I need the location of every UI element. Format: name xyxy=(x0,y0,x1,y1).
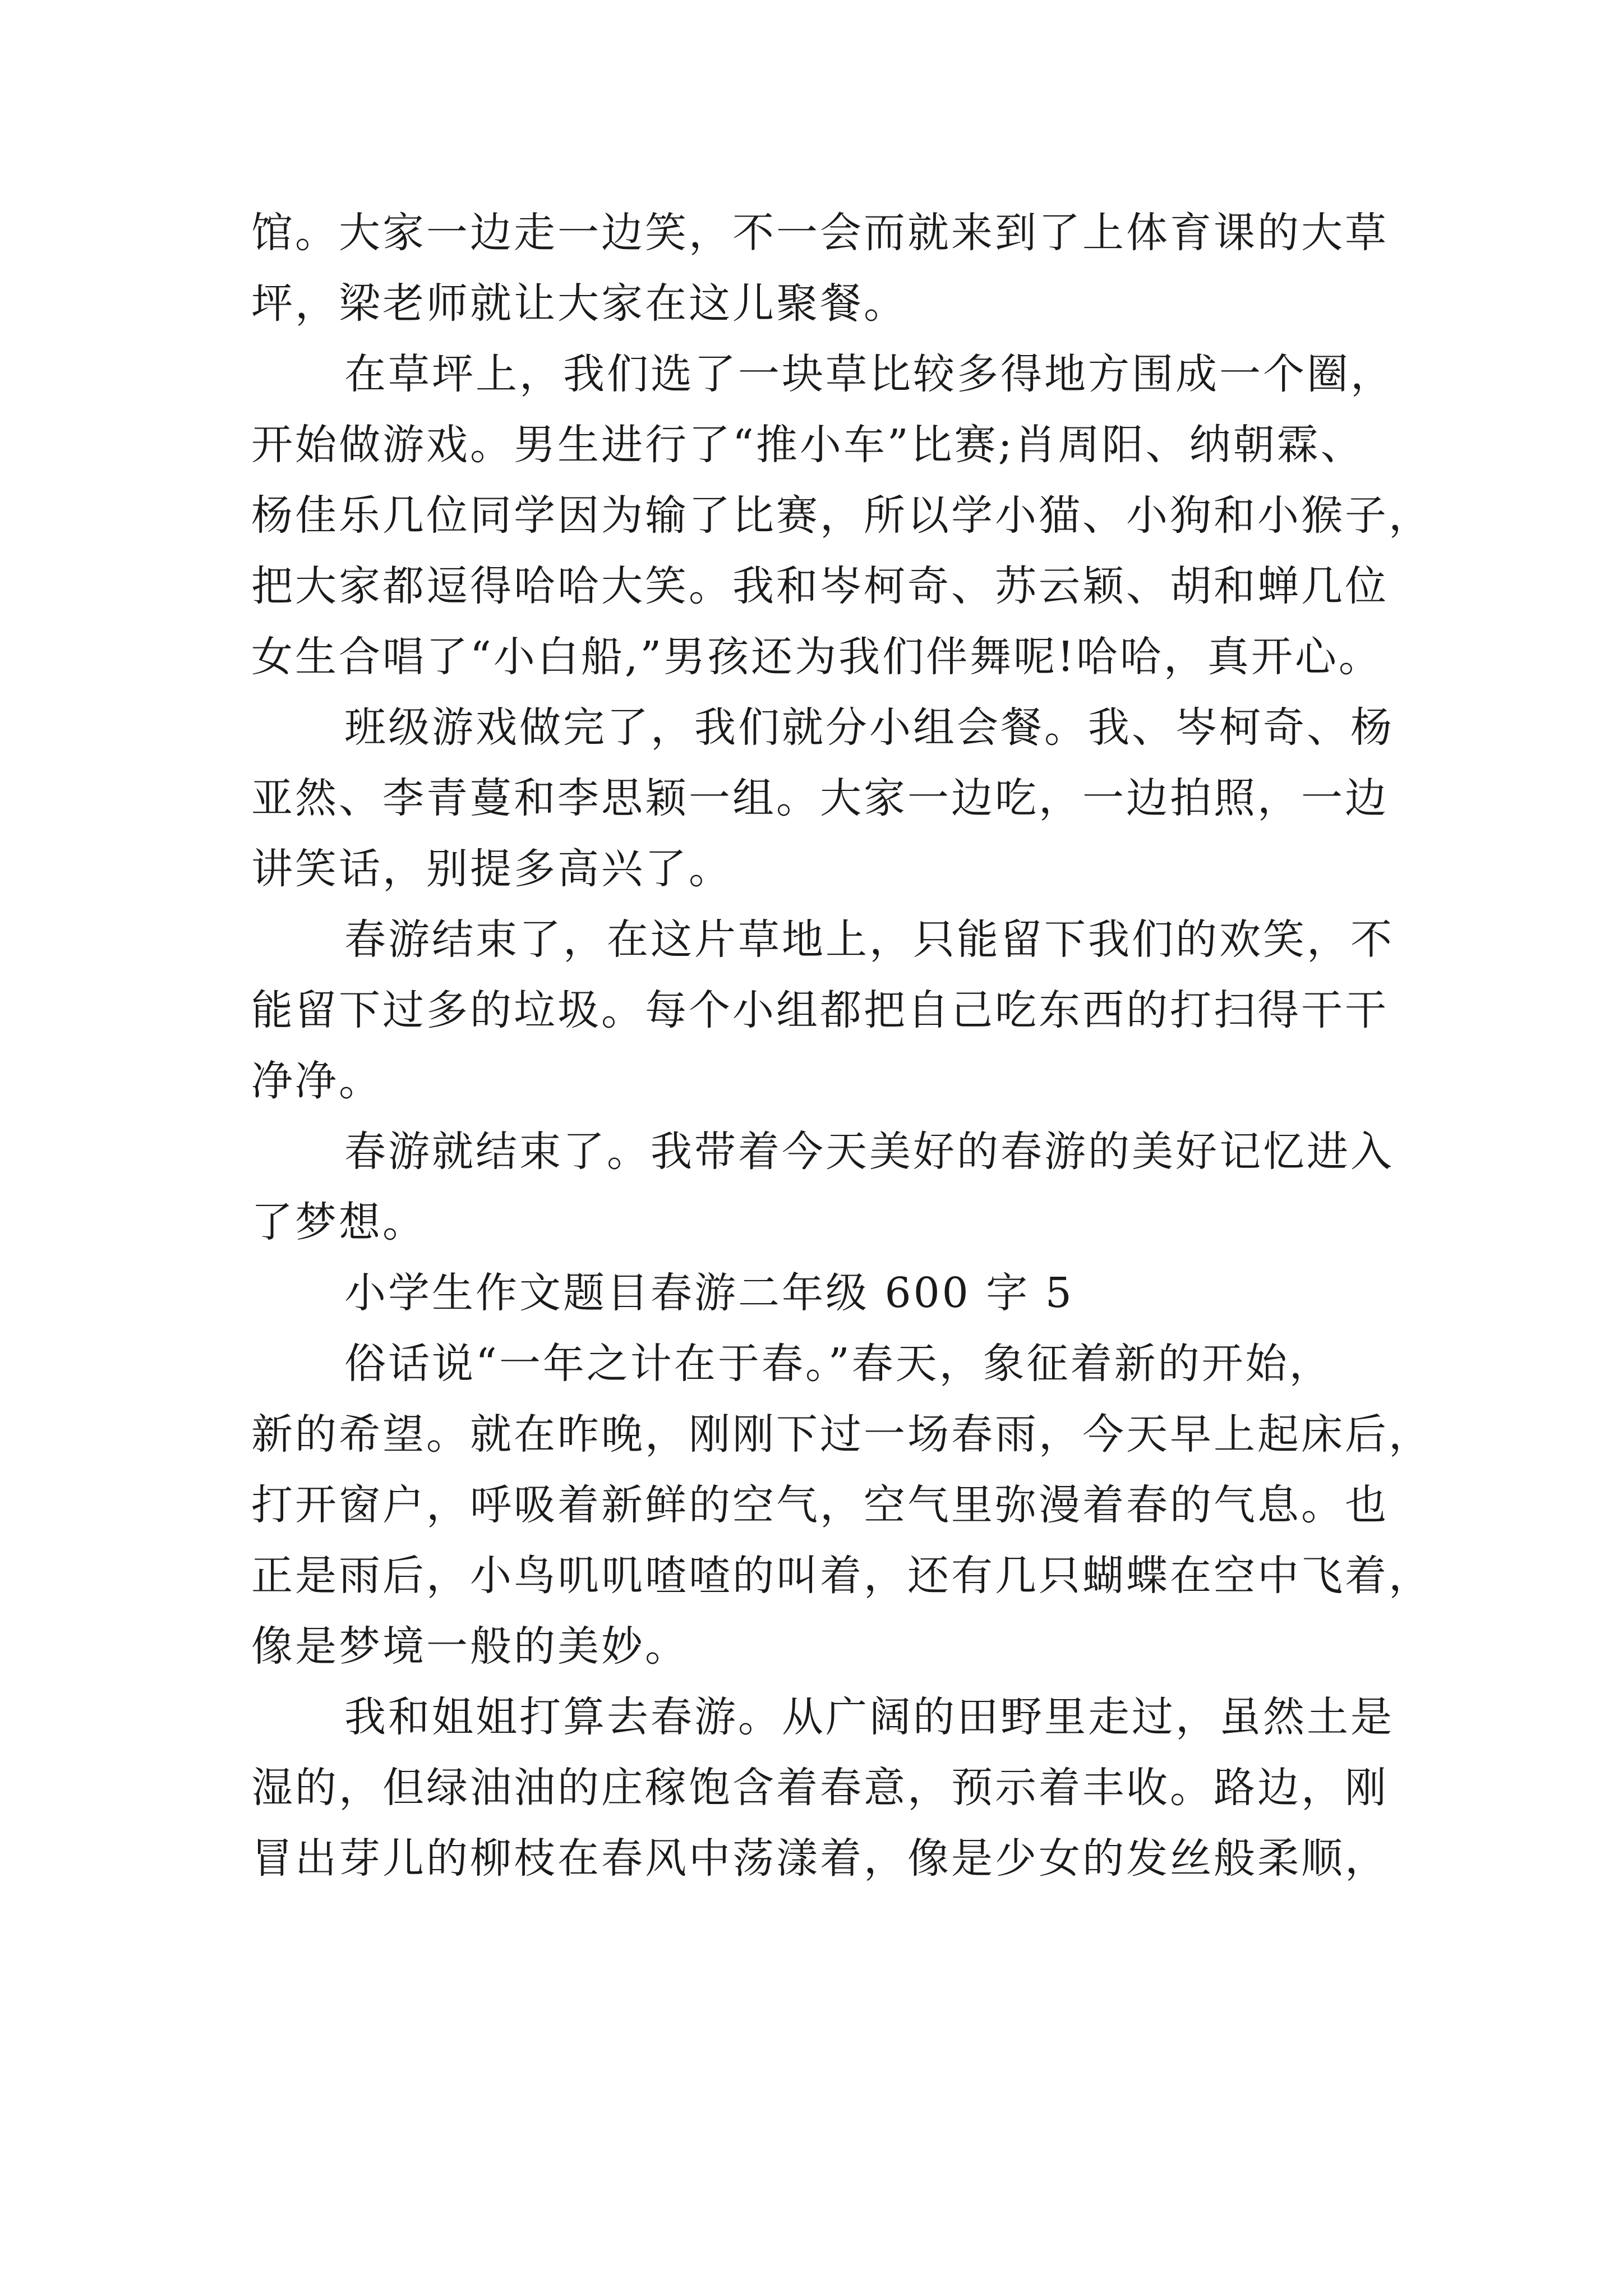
paragraph-start-line: 春游结束了，在这片草地上，只能留下我们的欢笑，不 xyxy=(344,915,1394,964)
text-line: 坪，梁老师就让大家在这儿聚餐。 xyxy=(251,279,907,328)
text-line: 新的希望。就在昨晚，刚刚下过一场春雨，今天早上起床后， xyxy=(251,1410,1432,1458)
paragraph-start-line: 俗话说“一年之计在于春。”春天，象征着新的开始， xyxy=(344,1340,1333,1388)
section-heading: 小学生作文题目春游二年级 600 字 5 xyxy=(344,1269,1074,1317)
text-line: 正是雨后，小鸟叽叽喳喳的叫着，还有几只蝴蝶在空中飞着， xyxy=(251,1552,1432,1600)
text-line: 湿的，但绿油油的庄稼饱含着春意，预示着丰收。路边，刚 xyxy=(251,1764,1389,1812)
text-line: 杨佳乐几位同学因为输了比赛，所以学小猫、小狗和小猴子， xyxy=(251,491,1432,540)
text-line: 女生合唱了“小白船,”男孩还为我们伴舞呢!哈哈，真开心。 xyxy=(251,633,1382,681)
paragraph-start-line: 我和姐姐打算去春游。从广阔的田野里走过，虽然土是 xyxy=(344,1693,1394,1741)
text-line: 亚然、李青蔓和李思颖一组。大家一边吃，一边拍照，一边 xyxy=(251,774,1389,822)
text-line: 把大家都逗得哈哈大笑。我和岑柯奇、苏云颖、胡和蝉几位 xyxy=(251,562,1389,610)
document-body xyxy=(251,197,1432,1894)
text-line: 馆。大家一边走一边笑，不一会而就来到了上体育课的大草 xyxy=(251,209,1389,257)
paragraph-start-line: 春游就结束了。我带着今天美好的春游的美好记忆进入 xyxy=(344,1128,1394,1176)
text-line: 冒出芽儿的柳枝在春风中荡漾着，像是少女的发丝般柔顺， xyxy=(251,1834,1389,1883)
text-line: 净净。 xyxy=(251,1057,382,1105)
text-line: 能留下过多的垃圾。每个小组都把自己吃东西的打扫得干干 xyxy=(251,986,1389,1034)
paragraph-start-line: 在草坪上，我们选了一块草比较多得地方围成一个圈， xyxy=(344,350,1394,398)
text-line: 打开窗户，呼吸着新鲜的空气，空气里弥漫着春的气息。也 xyxy=(251,1481,1389,1529)
paragraph-start-line: 班级游戏做完了，我们就分小组会餐。我、岑柯奇、杨 xyxy=(344,703,1394,752)
text-line: 像是梦境一般的美妙。 xyxy=(251,1622,689,1671)
text-line: 讲笑话，别提多高兴了。 xyxy=(251,845,732,893)
text-line: 开始做游戏。男生进行了“推小车”比赛;肖周阳、纳朝霖、 xyxy=(251,421,1364,469)
text-line: 了梦想。 xyxy=(251,1198,426,1246)
